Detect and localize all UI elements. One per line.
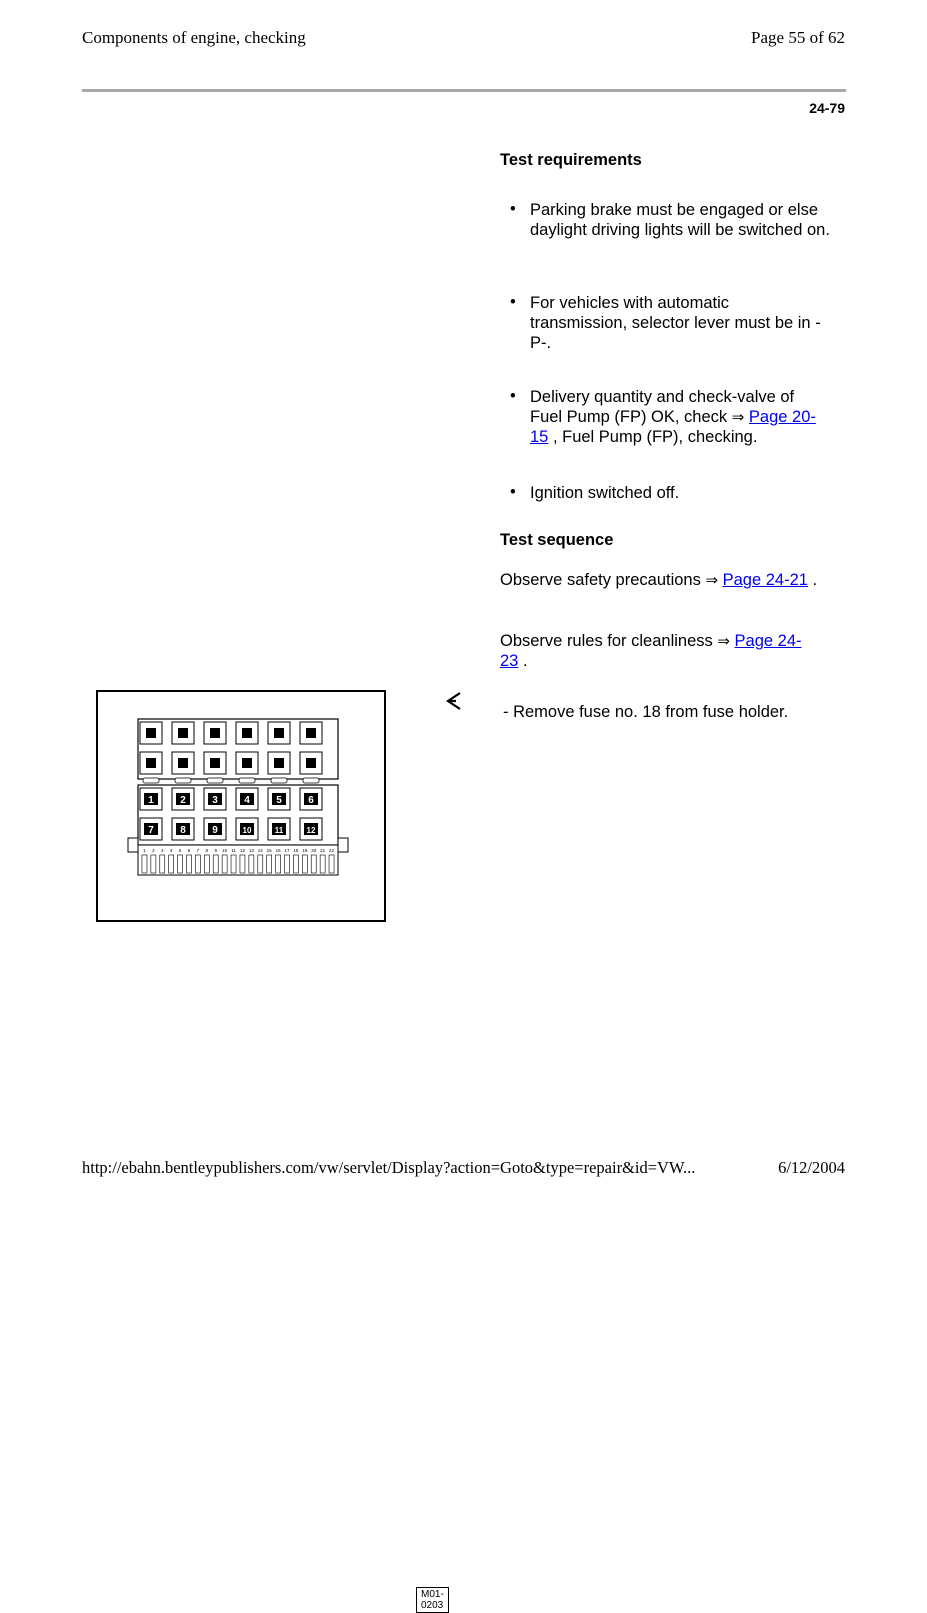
connector-pin (204, 855, 209, 873)
bullet-icon: • (510, 293, 516, 311)
connector-pin (142, 855, 147, 873)
pin-number: 20 (311, 848, 317, 853)
pin-number: 5 (178, 848, 182, 853)
fuse-number: 9 (212, 825, 218, 836)
connector-pin (160, 855, 165, 873)
pin-number: 2 (152, 848, 155, 853)
pin-number: 1 (143, 848, 146, 853)
figure-pointer-icon (444, 690, 464, 712)
pin-number: 8 (205, 848, 209, 853)
holder-tab (303, 778, 319, 783)
link-page-24-23[interactable]: Page 24-23 (500, 632, 802, 670)
connector-pin (222, 855, 227, 873)
fuse-number: 5 (276, 795, 282, 806)
relay-socket-contact (242, 728, 252, 738)
cleanliness-suffix: . (518, 652, 528, 670)
holder-tab (271, 778, 287, 783)
pin-number: 17 (284, 848, 290, 853)
connector-pin (302, 855, 307, 873)
arrow-icon: ⇒ (705, 571, 719, 589)
requirement-text-suffix: , Fuel Pump (FP), checking. (548, 428, 758, 446)
pin-number: 3 (161, 848, 164, 853)
pin-number: 15 (266, 848, 272, 853)
test-requirements-heading: Test requirements (500, 151, 642, 169)
fuse-number: 6 (308, 795, 314, 806)
connector-pin (187, 855, 192, 873)
fuse-number: 8 (180, 825, 186, 836)
relay-socket-contact (210, 758, 220, 768)
pin-number: 7 (196, 848, 200, 853)
connector-pin (285, 855, 290, 873)
holder-tab (239, 778, 255, 783)
safety-instruction (500, 570, 825, 590)
section-code: 24-79 (809, 100, 845, 116)
connector-pin (267, 855, 272, 873)
relay-socket-contact (210, 728, 220, 738)
document-title: Components of engine, checking (82, 28, 306, 47)
connector-pin (320, 855, 325, 873)
connector-pin (311, 855, 316, 873)
relay-socket-contact (274, 728, 284, 738)
pin-number: 21 (320, 848, 326, 853)
footer-date: 6/12/2004 (778, 1158, 845, 1177)
fuse-number: 10 (242, 826, 252, 835)
relay-socket-contact (178, 728, 188, 738)
connector-pin (178, 855, 183, 873)
relay-socket-contact (306, 728, 316, 738)
pin-number: 12 (239, 848, 245, 853)
requirement-item (530, 387, 830, 447)
fuse-number: 3 (212, 795, 218, 806)
fuse-number: 11 (274, 826, 284, 835)
cleanliness-instruction (500, 631, 815, 671)
relay-socket-contact (274, 758, 284, 768)
connector-pin (258, 855, 263, 873)
relay-socket-contact (306, 758, 316, 768)
test-sequence-heading: Test sequence (500, 531, 614, 549)
connector-pin (151, 855, 156, 873)
fuse-number: 7 (148, 825, 154, 836)
bullet-icon: • (510, 483, 516, 501)
footer-url: http://ebahn.bentleypublishers.com/vw/servlet/Display?action=Goto&type=repair&id=VW... (82, 1158, 696, 1177)
connector-pin (231, 855, 236, 873)
connector-pin (329, 855, 334, 873)
requirement-item: For vehicles with automatic transmission, selector lever must be in -P-. (530, 294, 821, 352)
header-divider (82, 89, 846, 92)
connector-pin (293, 855, 298, 873)
pin-number: 19 (302, 848, 308, 853)
relay-socket-contact (178, 758, 188, 768)
arrow-icon: ⇒ (731, 408, 745, 426)
relay-socket-contact (146, 728, 156, 738)
pin-number: 6 (187, 848, 191, 853)
connector-pin (276, 855, 281, 873)
page-number: Page 55 of 62 (751, 28, 845, 47)
pin-number: 14 (257, 848, 263, 853)
requirement-item: Parking brake must be engaged or else daylight driving lights will be switched on. (530, 201, 830, 239)
safety-suffix: . (807, 571, 818, 589)
connector-pin (213, 855, 218, 873)
holder-tab (207, 778, 223, 783)
link-page-24-21[interactable]: Page 24-21 (722, 571, 808, 589)
pin-number: 13 (248, 848, 254, 853)
fuse-number: 1 (148, 795, 154, 806)
relay-socket-contact (242, 758, 252, 768)
cleanliness-text: Observe rules for cleanliness (500, 632, 713, 650)
fuse-holder-illustration (98, 692, 384, 920)
pin-number: 22 (329, 848, 335, 853)
pin-number: 11 (231, 848, 236, 853)
link-page-20-15[interactable]: Page 20-15 (530, 408, 816, 446)
pin-number: 16 (275, 848, 281, 853)
holder-tab (143, 778, 159, 783)
pin-number: 18 (293, 848, 299, 853)
figure-code: M01-0203 (416, 1587, 449, 1613)
pin-number: 10 (222, 848, 228, 853)
bullet-icon: • (510, 200, 516, 218)
requirement-item: Ignition switched off. (530, 484, 680, 502)
arrow-icon: ⇒ (717, 632, 730, 650)
connector-pin (169, 855, 174, 873)
pin-number: 4 (169, 848, 173, 853)
connector-pin (240, 855, 245, 873)
step-remove-fuse: - Remove fuse no. 18 from fuse holder. (503, 703, 789, 721)
fuse-number: 12 (306, 826, 316, 835)
safety-text: Observe safety precautions (500, 571, 701, 589)
holder-tab (175, 778, 191, 783)
pin-number: 9 (214, 848, 217, 853)
fuse-number: 2 (180, 795, 186, 806)
requirement-text: Delivery quantity and check-valve of Fuel Pump (FP) OK, check (530, 388, 795, 426)
connector-pin (249, 855, 254, 873)
bullet-icon: • (510, 387, 516, 405)
fuse-number: 4 (244, 795, 250, 806)
connector-pin (195, 855, 200, 873)
relay-socket-contact (146, 758, 156, 768)
